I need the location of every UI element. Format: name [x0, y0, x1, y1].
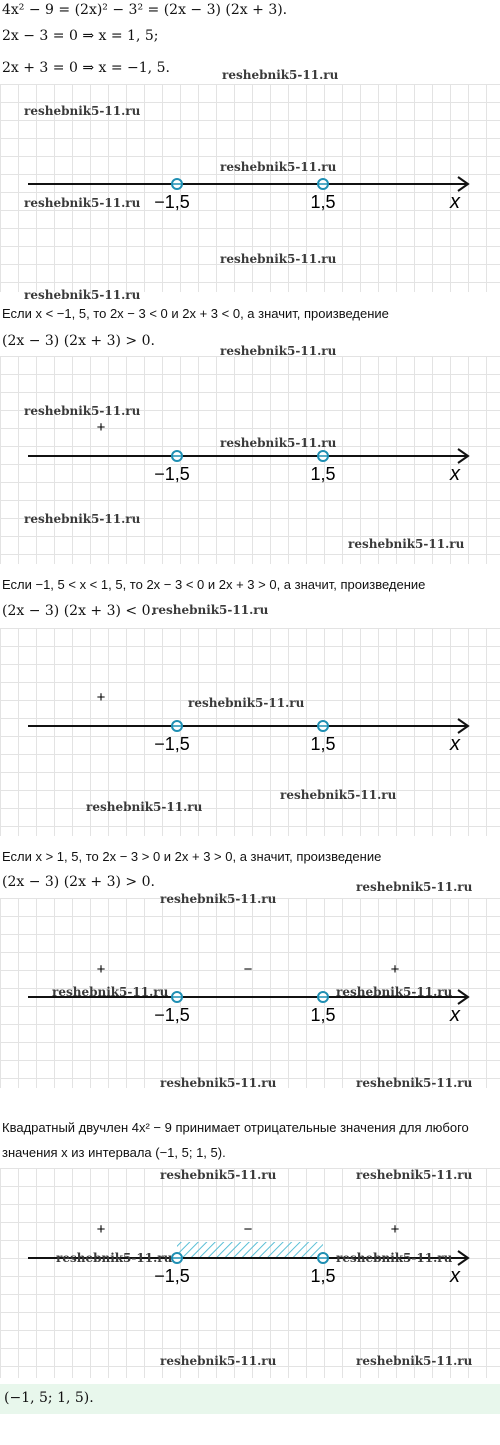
number-line-5 — [0, 1168, 500, 1378]
label-left: −1,5 — [154, 734, 190, 754]
watermark: reshebnik5-11.ru — [220, 160, 337, 174]
watermark: reshebnik5-11.ru — [86, 800, 203, 814]
watermark: reshebnik5-11.ru — [188, 696, 305, 710]
watermark: reshebnik5-11.ru — [24, 512, 141, 526]
watermark: reshebnik5-11.ru — [56, 1251, 173, 1265]
label-right: 1,5 — [310, 1005, 336, 1025]
watermark: reshebnik5-11.ru — [160, 1168, 277, 1182]
watermark: reshebnik5-11.ru — [348, 537, 465, 551]
watermark: reshebnik5-11.ru — [24, 196, 141, 210]
conclusion-line-2: значения x из интервала (−1, 5; 1, 5). — [2, 1145, 226, 1160]
label-left: −1,5 — [154, 1005, 190, 1025]
number-line-2 — [0, 356, 500, 564]
case-3-result: (2x − 3) (2x + 3) > 0. — [2, 874, 155, 890]
watermark: reshebnik5-11.ru — [24, 404, 141, 418]
watermark: reshebnik5-11.ru — [356, 1076, 473, 1090]
watermark: reshebnik5-11.ru — [160, 1076, 277, 1090]
watermark: reshebnik5-11.ru — [336, 1251, 453, 1265]
label-right: 1,5 — [310, 1266, 336, 1286]
case-1-text: Если x < −1, 5, то 2x − 3 < 0 и 2x + 3 < 0, а значит, произведение — [2, 306, 389, 321]
number-line-diagram-2 — [0, 356, 500, 564]
watermark: reshebnik5-11.ru — [160, 892, 277, 906]
label-left: −1,5 — [154, 464, 190, 484]
solution-line-1: 4x² − 9 = (2x)² − 3² = (2x − 3) (2x + 3). — [2, 2, 288, 18]
axis-variable: x — [450, 733, 460, 755]
watermark: reshebnik5-11.ru — [160, 1354, 277, 1368]
watermark: reshebnik5-11.ru — [336, 985, 453, 999]
conclusion-line-1: Квадратный двучлен 4x² − 9 принимает отрицательные значения для любого — [2, 1120, 469, 1135]
label-left: −1,5 — [154, 192, 190, 212]
label-right: 1,5 — [310, 192, 336, 212]
sign-plus-right: + — [390, 961, 400, 978]
answer-box — [0, 1384, 500, 1414]
watermark: reshebnik5-11.ru — [24, 104, 141, 118]
sign-plus-left: + — [96, 419, 106, 436]
label-left: −1,5 — [154, 1266, 190, 1286]
sign-minus-middle: − — [243, 1221, 253, 1238]
case-2-text: Если −1, 5 < x < 1, 5, то 2x − 3 < 0 и 2x + 3 > 0, а значит, произведение — [2, 577, 426, 592]
sign-plus-left: + — [96, 689, 106, 706]
case-1-result: (2x − 3) (2x + 3) > 0. — [2, 333, 155, 349]
solution-interval-hatch — [177, 1242, 323, 1258]
sign-minus-middle: − — [243, 961, 253, 978]
number-line-diagram-5 — [0, 1168, 500, 1378]
axis-variable: x — [450, 1004, 460, 1026]
axis-variable: x — [450, 1265, 460, 1287]
watermark: reshebnik5-11.ru — [222, 68, 339, 82]
answer-text: (−1, 5; 1, 5). — [4, 1390, 94, 1406]
watermark: reshebnik5-11.ru — [220, 344, 337, 358]
label-right: 1,5 — [310, 464, 336, 484]
case-3-text: Если x > 1, 5, то 2x − 3 > 0 и 2x + 3 > 0, а значит, произведение — [2, 849, 382, 864]
watermark: reshebnik5-11.ru — [52, 985, 169, 999]
watermark: reshebnik5-11.ru — [356, 1168, 473, 1182]
axis-variable: x — [450, 463, 460, 485]
watermark: reshebnik5-11.ru — [220, 436, 337, 450]
number-line-diagram-3 — [0, 628, 500, 836]
solution-line-2: 2x − 3 = 0 ⇒ x = 1, 5; — [2, 28, 159, 44]
solution-line-3: 2x + 3 = 0 ⇒ x = −1, 5. — [2, 60, 170, 76]
watermark: reshebnik5-11.ru — [356, 880, 473, 894]
sign-plus-right: + — [390, 1221, 400, 1238]
watermark: reshebnik5-11.ru — [280, 788, 397, 802]
watermark: reshebnik5-11.ru — [356, 1354, 473, 1368]
watermark: reshebnik5-11.ru — [152, 603, 269, 617]
label-right: 1,5 — [310, 734, 336, 754]
axis-variable: x — [450, 191, 460, 213]
sign-plus-left: + — [96, 1221, 106, 1238]
sign-plus-left: + — [96, 961, 106, 978]
case-2-result: (2x − 3) (2x + 3) < 0. — [2, 603, 155, 619]
watermark: reshebnik5-11.ru — [24, 288, 141, 302]
number-line-3 — [0, 628, 500, 836]
watermark: reshebnik5-11.ru — [220, 252, 337, 266]
